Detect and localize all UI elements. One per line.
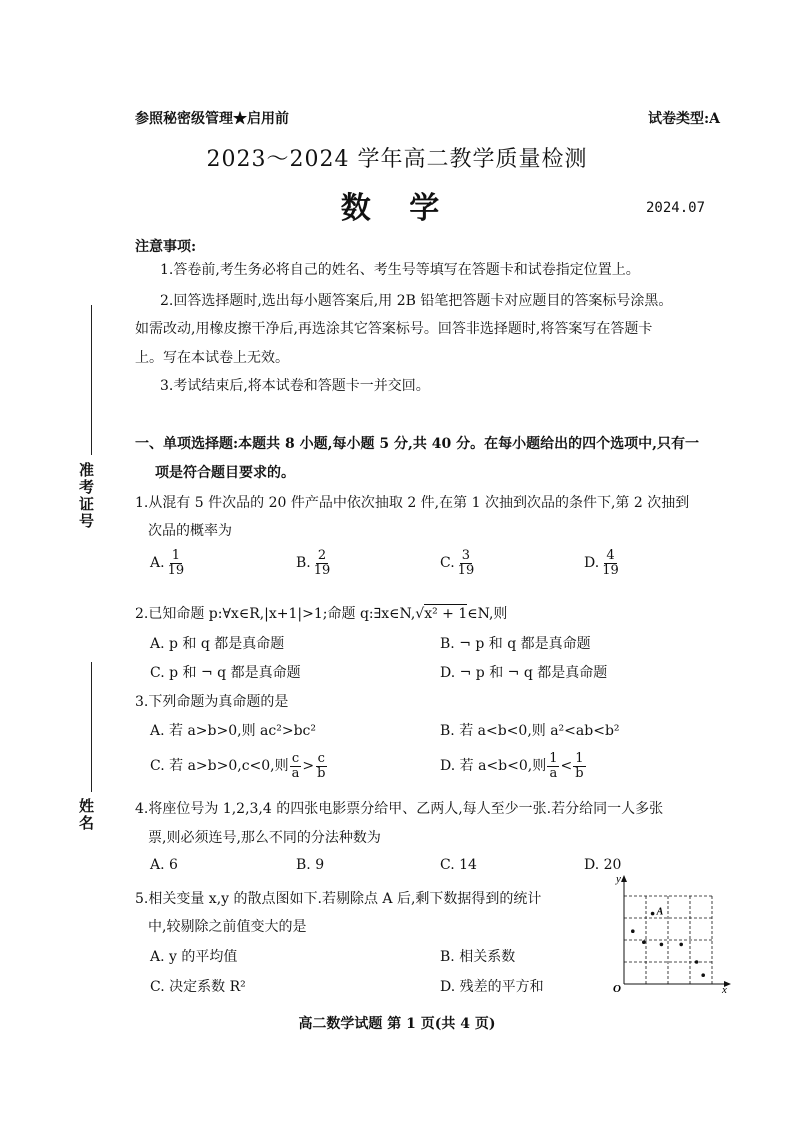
name-label: 姓名 <box>77 798 95 832</box>
q1-option-d: D. $\frac{4}{19}$ <box>584 548 619 578</box>
q5-option-c: C. 决定系数 R² <box>150 979 246 995</box>
q1-option-a: A. $\frac{1}{19}$ <box>150 548 185 578</box>
note-item-3: 3.考试结束后,将本试卷和答题卡一并交回。 <box>160 378 430 394</box>
scatter-point <box>679 943 683 947</box>
note-item-2-line2: 如需改动,用橡皮擦干净后,再选涂其它答案标号。回答非选择题时,将答案写在答题卡 <box>135 321 653 337</box>
section-1-line2: 项是符合题目要求的。 <box>155 465 295 481</box>
name-line[interactable] <box>91 662 92 792</box>
scatter-grid <box>624 896 712 984</box>
q4-stem-line1: 4.将座位号为 1,2,3,4 的四张电影票分给甲、乙两人,每人至少一张.若分给同一人多张 <box>135 801 664 817</box>
q1-option-c: C. $\frac{3}{19}$ <box>440 548 475 578</box>
q1-option-b: B. $\frac{2}{19}$ <box>296 548 331 578</box>
scatter-point <box>695 960 699 964</box>
note-item-2-line3: 上。写在本试卷上无效。 <box>135 350 289 366</box>
q2-option-c: C. p 和 ¬ q 都是真命题 <box>150 665 301 681</box>
q1-stem-line1: 1.从混有 5 件次品的 20 件产品中依次抽取 2 件,在第 1 次抽到次品的条件下,第 2 次抽到 <box>135 495 690 511</box>
exam-date: 2024.07 <box>646 200 706 216</box>
y-axis-label: y <box>616 873 621 885</box>
q4-option-a: A. 6 <box>150 857 178 873</box>
point-a-label: A <box>656 906 664 918</box>
notes-heading: 注意事项: <box>135 239 197 255</box>
q3-stem: 3.下列命题为真命题的是 <box>135 694 289 710</box>
q5-option-a: A. y 的平均值 <box>150 949 238 965</box>
q4-option-b: B. 9 <box>296 857 325 873</box>
q3-option-b: B. 若 a<b<0,则 a²<ab<b² <box>440 723 620 739</box>
q3-option-c: C. 若 a>b>0,c<0,则 $\frac{c}{a}$ > $\frac{c}{b}$ <box>150 751 326 781</box>
note-item-1: 1.答卷前,考生务必将自己的姓名、考生号等填写在答题卡和试卷指定位置上。 <box>160 262 640 278</box>
section-1-line1: 一、单项选择题:本题共 8 小题,每小题 5 分,共 40 分。在每小题给出的四个选项中,只有一 <box>135 436 699 452</box>
q2-option-b: B. ¬ p 和 q 都是真命题 <box>440 636 591 652</box>
secrecy-label: 参照秘密级管理★启用前 <box>135 111 289 127</box>
q2-option-a: A. p 和 q 都是真命题 <box>150 636 285 652</box>
q4-stem-line2: 票,则必须连号,那么不同的分法种数为 <box>148 830 381 846</box>
q5-option-b: B. 相关系数 <box>440 949 516 965</box>
sqrt-symbol: √ <box>415 606 425 622</box>
scatter-plot <box>608 872 734 994</box>
q1-stem-line2: 次品的概率为 <box>148 523 232 539</box>
subject-title: 数 学 <box>340 191 454 226</box>
exam-id-line[interactable] <box>91 305 92 455</box>
q4-option-d: D. 20 <box>584 857 622 873</box>
q4-option-c: C. 14 <box>440 857 477 873</box>
q2-stem: 2.已知命题 p:∀x∈R,|x+1|>1;命题 q:∃x∈N,√x² + 1∈N,则 <box>135 606 508 622</box>
q5-option-d: D. 残差的平方和 <box>440 979 544 995</box>
paper-type-label: 试卷类型:A <box>648 111 721 127</box>
q3-option-a: A. 若 a>b>0,则 ac²>bc² <box>150 723 316 739</box>
origin-label: O <box>613 983 621 994</box>
exam-title: 2023～2024 学年高二教学质量检测 <box>206 147 588 172</box>
scatter-point <box>660 943 664 947</box>
q5-stem-line2: 中,较剔除之前值变大的是 <box>148 919 307 935</box>
y-axis-arrow <box>621 875 627 882</box>
q2-option-d: D. ¬ p 和 ¬ q 都是真命题 <box>440 665 608 681</box>
exam-id-label: 准考证号 <box>77 462 95 530</box>
scatter-point <box>631 929 635 933</box>
x-axis-label: x <box>722 984 727 994</box>
point-A <box>651 912 655 916</box>
scatter-point <box>701 973 705 977</box>
note-item-2-line1: 2.回答选择题时,选出每小题答案后,用 2B 铅笔把答题卡对应题目的答案标号涂黑。 <box>160 293 673 309</box>
q5-stem-line1: 5.相关变量 x,y 的散点图如下.若剔除点 A 后,剩下数据得到的统计 <box>135 891 542 907</box>
page-footer: 高二数学试题 第 1 页(共 4 页) <box>298 1016 496 1032</box>
scatter-point <box>642 940 646 944</box>
q3-option-d: D. 若 a<b<0,则 $\frac{1}{a}$ < $\frac{1}{b}$ <box>440 751 584 781</box>
